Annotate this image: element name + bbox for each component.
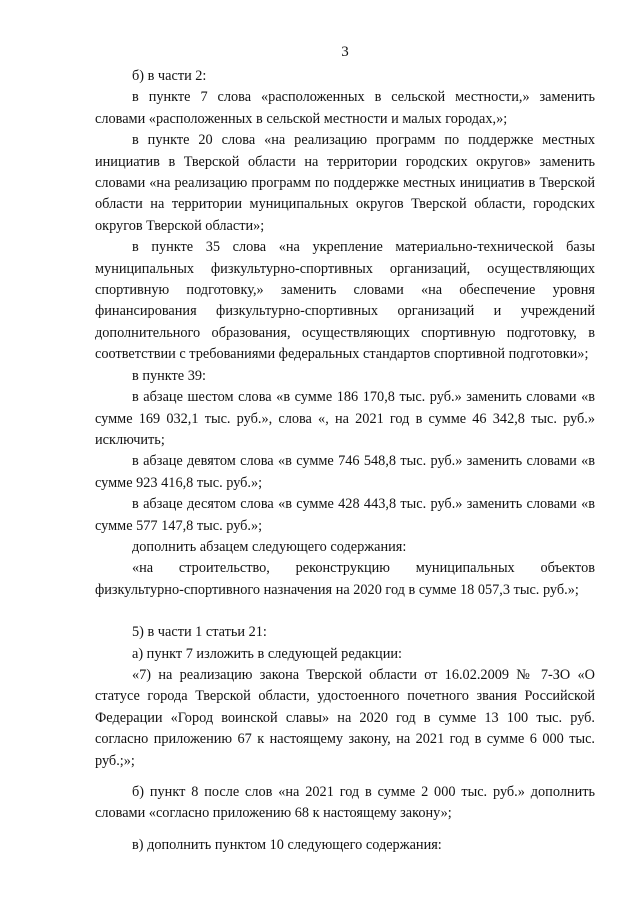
paragraph-item-7: в пункте 7 слова «расположенных в сельской местности,» заменить словами «расположенных в сельской местности и малых городах,»; (95, 89, 595, 127)
paragraph-sub-b: б) пункт 8 после слов «на 2021 год в сумме 2 000 тыс. руб.» дополнить словами «согласно приложению 68 к настоящему закону»; (95, 784, 595, 822)
page-number: 3 (341, 44, 349, 60)
paragraph-add-clause: дополнить абзацем следующего содержания: (132, 538, 407, 555)
paragraph-item-35: в пункте 35 слова «на укрепление материально-технической базы муниципальных физкультурно-спортивных организаций, осуществляющих спортивную подготовку,» заменить словами «на обеспечение уровня финансирования физкультурно-спортивных организаций и учреждений дополнительного образования, осуществляющих спортивную подготовку, в соответствии с требованиями федеральных стандартов спортивной подготовки»; (95, 239, 595, 363)
paragraph-construction-quote: «на строительство, реконструкцию муниципальных объектов физкультурно-спортивного назначения на 2020 год в сумме 18 057,3 тыс. руб.»; (95, 560, 595, 598)
paragraph-ninth-clause: в абзаце девятом слова «в сумме 746 548,8 тыс. руб.» заменить словами «в сумме 923 416,8 тыс. руб.»; (95, 453, 595, 491)
paragraph-section-b-part-2: б) в части 2: (132, 68, 207, 84)
paragraph-sub-a: а) пункт 7 изложить в следующей редакции: (132, 645, 402, 662)
paragraph-sixth-clause: в абзаце шестом слова «в сумме 186 170,8 тыс. руб.» заменить словами «в сумме 169 032,1 тыс. руб.», слова «, на 2021 год в сумме 46 342,8 тыс. руб.» исключить; (95, 389, 595, 448)
paragraph-tenth-clause: в абзаце десятом слова «в сумме 428 443,8 тыс. руб.» заменить словами «в сумме 577 147,8 тыс. руб.»; (95, 496, 595, 534)
paragraph-section-5: 5) в части 1 статьи 21: (132, 624, 267, 641)
paragraph-sub-v: в) дополнить пунктом 10 следующего содержания: (132, 836, 442, 853)
paragraph-item-7-new-text: «7) на реализацию закона Тверской области от 16.02.2009 № 7-ЗО «О статусе города Тверской области, удостоенного почетного звания Российской Федерации «Город воинской славы» на 2020 год в сумме 13 100 тыс. руб. согласно приложению 67 к настоящему закону, на 2021 год в сумме 6 000 тыс. руб.;»; (95, 666, 595, 769)
document-body (95, 66, 595, 856)
paragraph-item-39: в пункте 39: (132, 367, 206, 384)
paragraph-item-20: в пункте 20 слова «на реализацию программ по поддержке местных инициатив в Тверской области на территории городских округов» заменить словами «на реализацию программ по поддержке местных инициатив в Тверской области на территории муниципальных округов Тверской области, городских округов Тверской области»; (95, 132, 595, 234)
